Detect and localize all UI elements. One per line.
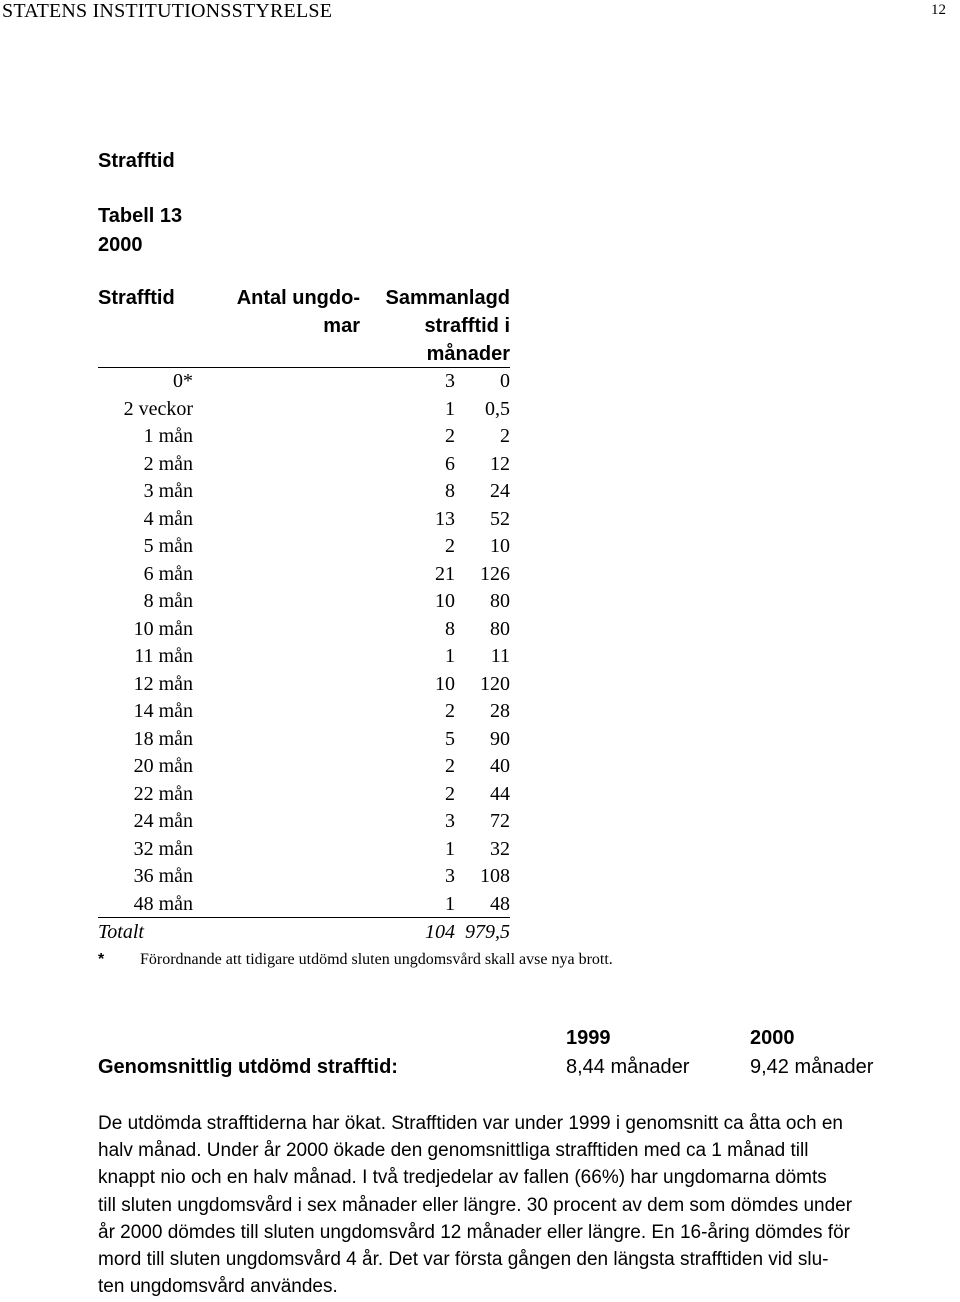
cell-manader: 120 [480,672,510,695]
cell-strafftid: 18 mån [133,727,193,750]
cell-strafftid: 0* [173,370,193,392]
body-paragraph [98,1110,958,1300]
table-row [98,863,510,891]
table-row [98,396,510,424]
average-value-1999: 8,44 månader [566,1056,690,1078]
table-row [98,451,510,479]
header-organization: STATENS INSTITUTIONSSTYRELSE [2,0,333,22]
paragraph-line: år 2000 dömdes till sluten ungdomsvård 12 månader eller längre. En 16-åring dömdes för [98,1221,850,1243]
cell-manader: 80 [490,617,510,640]
table-year: 2000 [98,234,143,256]
table-caption [98,202,182,260]
table-row [98,533,510,561]
cell-manader: 28 [490,700,510,722]
cell-strafftid: 36 mån [133,865,193,887]
section-title: Strafftid [98,150,175,172]
cell-strafftid: 12 mån [133,672,193,695]
paragraph-line: knappt nio och en halv månad. I två tredjedelar av fallen (66%) har ungdomarna dömts [98,1167,827,1189]
cell-strafftid: 1 mån [143,425,193,447]
cell-manader: 48 [490,892,510,915]
cell-antal: 3 [445,865,455,887]
table-row [98,891,510,919]
table-row [98,506,510,534]
cell-manader: 80 [490,590,510,612]
cell-antal: 3 [445,810,455,832]
average-year-2000: 2000 [750,1027,795,1049]
cell-strafftid: 2 mån [143,452,193,475]
paragraph-line: De utdömda strafftiderna har ökat. Strafftiden var under 1999 i genomsnitt ca åtta och en [98,1113,843,1134]
total-months: 979,5 [465,921,510,943]
cell-antal: 6 [445,452,455,475]
cell-manader: 44 [490,782,510,805]
cell-manader: 2 [500,425,510,447]
table-row [98,423,510,451]
column-header-antal [210,284,360,340]
table-row [98,726,510,754]
cell-antal: 1 [445,892,455,915]
table-row [98,616,510,644]
cell-manader: 12 [490,452,510,475]
cell-manader: 24 [490,480,510,502]
cell-strafftid: 2 veckor [123,397,193,420]
average-label: Genomsnittlig utdömd strafftid: [98,1056,398,1078]
table-row [98,836,510,864]
column-header-antal-line2: mar [323,315,360,337]
table-footnote [98,951,613,969]
cell-antal: 5 [445,727,455,750]
column-header-sammanlagd-line3: månader [426,343,510,365]
cell-antal: 2 [445,535,455,557]
cell-strafftid: 48 mån [133,892,193,915]
paragraph-line: ten ungdomsvård användes. [98,1276,338,1298]
cell-strafftid: 22 mån [133,782,193,805]
cell-antal: 10 [435,590,455,612]
cell-manader: 0 [500,370,510,392]
total-label: Totalt [98,921,144,943]
cell-strafftid: 4 mån [143,507,193,530]
cell-antal: 21 [435,562,455,585]
cell-antal: 2 [445,700,455,722]
cell-manader: 11 [490,645,510,667]
footnote-text: Förordnande att tidigare utdömd sluten ungdomsvård skall avse nya brott. [140,951,613,968]
table-row [98,588,510,616]
cell-antal: 1 [445,645,455,667]
cell-antal: 2 [445,755,455,777]
cell-antal: 8 [445,480,455,502]
table-row [98,781,510,809]
cell-manader: 52 [490,507,510,530]
cell-antal: 10 [435,672,455,695]
cell-strafftid: 10 mån [133,617,193,640]
table-row [98,698,510,726]
table-row [98,478,510,506]
column-header-sammanlagd-line2: strafftid i [424,315,510,337]
cell-antal: 3 [445,370,455,392]
cell-antal: 8 [445,617,455,640]
table-body [98,368,510,918]
cell-strafftid: 24 mån [133,810,193,832]
cell-manader: 0,5 [485,397,510,420]
paragraph-line: till sluten ungdomsvård i sex månader eller längre. 30 procent av dem som dömdes under [98,1194,853,1216]
cell-strafftid: 14 mån [133,700,193,722]
cell-manader: 40 [490,755,510,777]
cell-manader: 126 [480,562,510,585]
cell-strafftid: 6 mån [143,562,193,585]
cell-antal: 13 [435,507,455,530]
cell-strafftid: 3 mån [143,480,193,502]
footnote-marker: * [98,951,105,968]
average-year-1999: 1999 [566,1027,611,1049]
table-row [98,808,510,836]
column-header-strafftid: Strafftid [98,287,175,309]
table-row [98,671,510,699]
cell-manader: 72 [490,810,510,832]
column-header-antal-line1: Antal ungdo- [236,287,360,309]
page-number: 12 [931,2,946,18]
cell-strafftid: 11 mån [134,645,193,667]
cell-antal: 2 [445,425,455,447]
table-total-row [98,918,510,946]
table-row [98,753,510,781]
table-number: Tabell 13 [98,205,183,227]
cell-strafftid: 20 mån [133,755,193,777]
cell-manader: 90 [490,727,510,750]
column-header-sammanlagd [362,284,510,368]
cell-strafftid: 5 mån [143,535,193,557]
cell-antal: 1 [445,397,455,420]
average-value-2000: 9,42 månader [750,1056,874,1078]
cell-manader: 10 [490,535,510,557]
cell-antal: 1 [445,837,455,860]
paragraph-line: halv månad. Under år 2000 ökade den genomsnittliga strafftiden med ca 1 månad till [98,1140,809,1162]
paragraph-line: mord till sluten ungdomsvård 4 år. Det var första gången den längsta strafftiden vid slu- [98,1249,829,1271]
table-row [98,368,510,396]
table-row [98,561,510,589]
total-count: 104 [425,921,455,943]
cell-manader: 32 [490,837,510,860]
column-header-sammanlagd-line1: Sammanlagd [385,287,510,309]
cell-strafftid: 8 mån [143,590,193,612]
cell-antal: 2 [445,782,455,805]
cell-strafftid: 32 mån [133,837,193,860]
table-row [98,643,510,671]
cell-manader: 108 [480,865,510,887]
